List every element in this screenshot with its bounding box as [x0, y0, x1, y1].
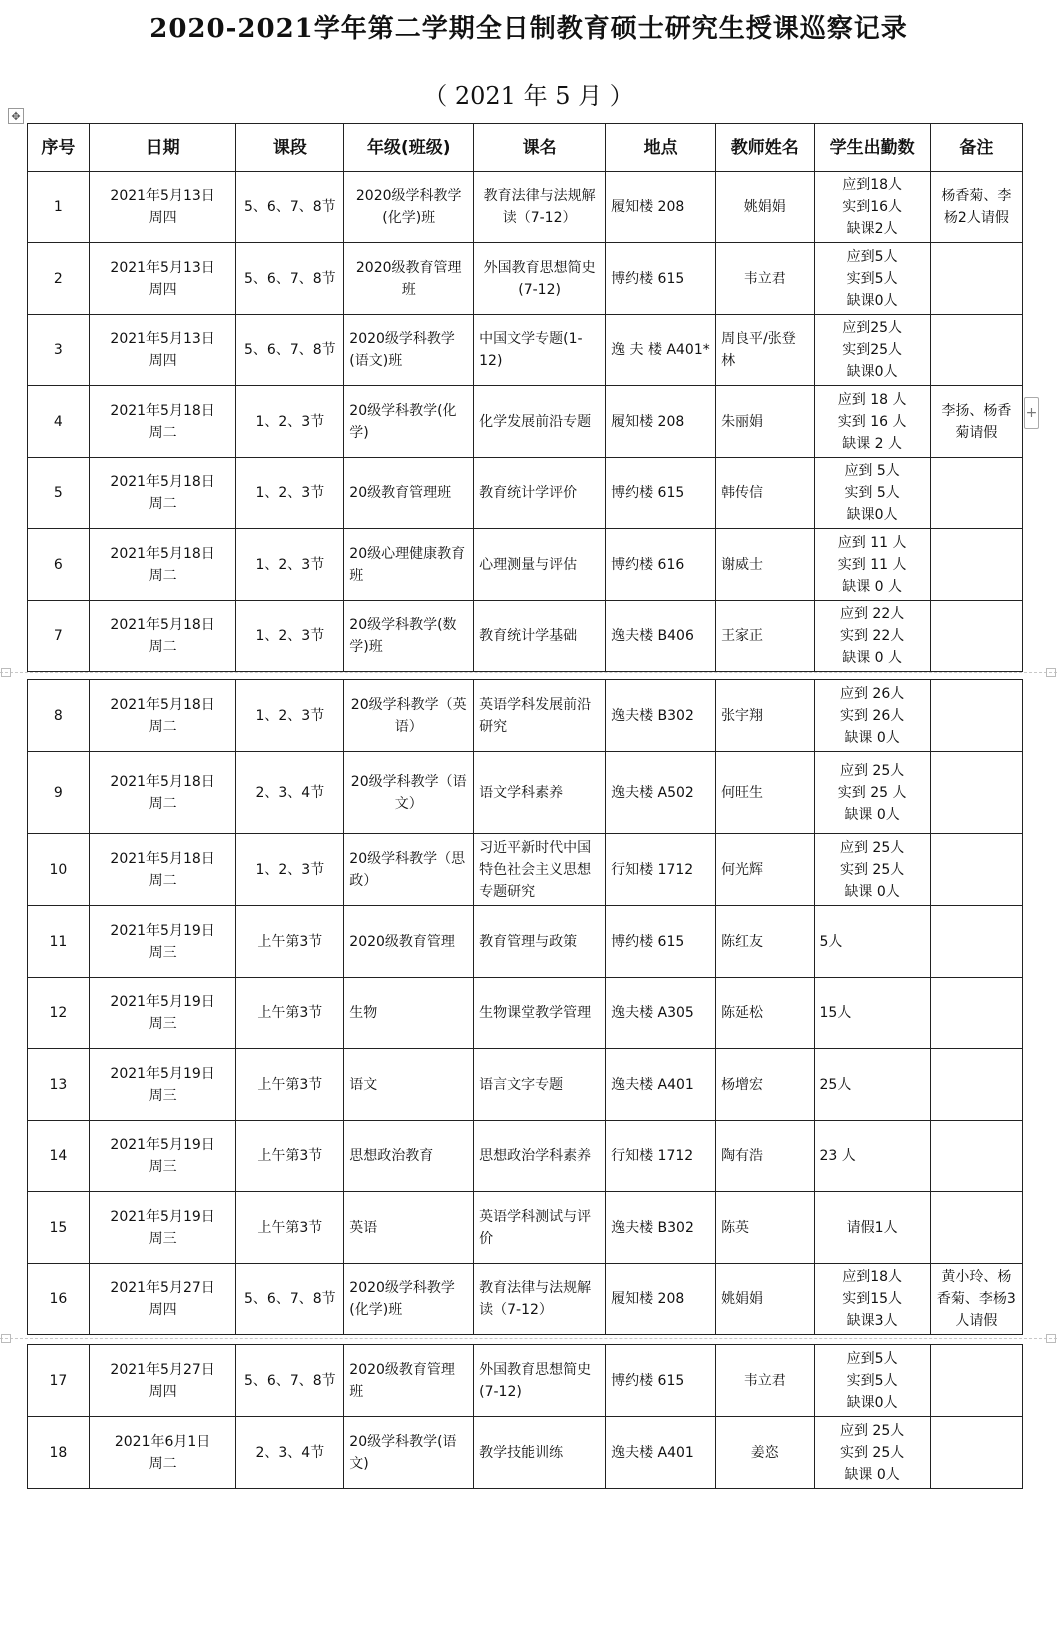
cell-teacher: 陈英 [716, 1192, 814, 1264]
attendance-line: 缺课0人 [846, 364, 898, 380]
date-line: 周二 [148, 872, 177, 889]
date-line: 周三 [148, 1230, 177, 1247]
cell-location: 博约楼 615 [606, 906, 716, 978]
cell-location: 博约楼 615 [606, 458, 716, 529]
inspection-table-page-3 [27, 1344, 1023, 1489]
cell-grade: 语文 [344, 1049, 474, 1121]
cell-period: 1、2、3节 [236, 680, 344, 752]
cell-course: 教学技能训练 [474, 1417, 606, 1489]
cell-period: 5、6、7、8节 [236, 243, 344, 315]
cell-teacher: 杨增宏 [716, 1049, 814, 1121]
cell-date [89, 752, 236, 834]
cell-date [89, 1121, 236, 1192]
cell-attendance [814, 386, 930, 458]
attendance-line: 实到 11 人 [837, 556, 907, 573]
cell-location: 逸夫楼 B302 [606, 1192, 716, 1264]
cell-period: 1、2、3节 [236, 458, 344, 529]
cell-grade: 20级心理健康教育班 [344, 529, 474, 601]
date-line: 周二 [148, 567, 177, 584]
cell-no: 12 [28, 978, 90, 1049]
attendance-line: 应到 22人 [839, 606, 905, 622]
cell-attendance [814, 978, 930, 1049]
header-date: 日期 [89, 124, 236, 172]
cell-no: 16 [28, 1264, 90, 1335]
attendance-line: 应到 11 人 [837, 534, 907, 551]
attendance-line: 请假1人 [846, 1219, 898, 1236]
cell-remark [930, 1192, 1022, 1264]
attendance-line: 25人 [819, 1076, 852, 1093]
table-row [28, 978, 1023, 1049]
attendance-line: 应到 25人 [839, 762, 905, 779]
cell-teacher: 周良平/张登林 [716, 315, 814, 386]
attendance-line: 应到18人 [842, 1269, 903, 1285]
cell-teacher: 韦立君 [716, 243, 814, 315]
cell-teacher: 何旺生 [716, 752, 814, 834]
attendance-line: 应到 25人 [839, 839, 905, 856]
cell-location: 履知楼 208 [606, 386, 716, 458]
cell-location: 逸夫楼 A401 [606, 1417, 716, 1489]
add-icon[interactable]: + [1024, 397, 1039, 429]
cell-location: 行知楼 1712 [606, 834, 716, 906]
cell-no: 11 [28, 906, 90, 978]
cell-date [89, 906, 236, 978]
table-row [28, 834, 1023, 906]
date-line: 周三 [148, 1016, 177, 1032]
cell-attendance [814, 680, 930, 752]
date-line: 2021年5月19日 [110, 994, 215, 1010]
cell-date [89, 1264, 236, 1335]
date-line: 周二 [148, 496, 177, 512]
cell-period: 2、3、4节 [236, 1417, 344, 1489]
date-line: 周二 [148, 639, 177, 655]
cell-attendance [814, 243, 930, 315]
cell-date [89, 458, 236, 529]
cell-attendance [814, 1192, 930, 1264]
cell-period: 1、2、3节 [236, 386, 344, 458]
header-attendance: 学生出勤数 [814, 124, 930, 172]
attendance-line: 应到18人 [842, 177, 903, 193]
cell-no: 10 [28, 834, 90, 906]
cell-remark [930, 243, 1022, 315]
date-line: 2021年5月18日 [110, 617, 215, 633]
cell-location: 逸夫楼 B302 [606, 680, 716, 752]
cell-attendance [814, 458, 930, 529]
cell-course: 中国文学专题(1-12) [474, 315, 606, 386]
date-line: 2021年5月19日 [110, 922, 215, 939]
cell-grade: 20级学科教学（思政） [344, 834, 474, 906]
date-line: 周三 [148, 1087, 177, 1104]
table-header-row [28, 124, 1023, 172]
date-line: 周四 [148, 281, 177, 298]
page-subtitle: （ 2021 年 5 月 ） [423, 82, 634, 110]
date-line: 2021年5月18日 [110, 402, 215, 419]
date-line: 周四 [148, 1302, 177, 1318]
cell-teacher: 姜恣 [716, 1417, 814, 1489]
date-line: 2021年5月13日 [110, 331, 215, 347]
table-row [28, 1049, 1023, 1121]
cell-grade: 思想政治教育 [344, 1121, 474, 1192]
cell-attendance [814, 315, 930, 386]
cell-location: 逸夫楼 A502 [606, 752, 716, 834]
cell-attendance [814, 1049, 930, 1121]
cell-teacher: 谢威士 [716, 529, 814, 601]
header-location: 地点 [606, 124, 716, 172]
cell-location: 博约楼 616 [606, 529, 716, 601]
attendance-line: 实到5人 [846, 1372, 898, 1389]
cell-no: 7 [28, 601, 90, 672]
attendance-line: 应到 5人 [844, 463, 900, 479]
header-teacher: 教师姓名 [716, 124, 814, 172]
header-no: 序号 [28, 124, 90, 172]
cell-teacher: 韦立君 [716, 1345, 814, 1417]
cell-remark [930, 1417, 1022, 1489]
cell-course: 教育统计学基础 [474, 601, 606, 672]
cell-date [89, 978, 236, 1049]
inspection-table-page-1 [27, 123, 1023, 672]
table-row [28, 243, 1023, 315]
cell-no: 17 [28, 1345, 90, 1417]
cell-teacher: 何光辉 [716, 834, 814, 906]
cell-date [89, 680, 236, 752]
table-row [28, 1192, 1023, 1264]
cell-course: 英语学科发展前沿研究 [474, 680, 606, 752]
attendance-line: 5人 [819, 933, 843, 950]
cell-course: 教育法律与法规解读（7-12） [474, 1264, 606, 1335]
date-line: 周三 [148, 1159, 177, 1175]
attendance-line: 实到 25人 [839, 861, 905, 878]
cell-attendance [814, 1345, 930, 1417]
cell-period: 1、2、3节 [236, 529, 344, 601]
cell-no: 1 [28, 172, 90, 243]
date-line: 周四 [148, 1383, 177, 1400]
cell-period: 5、6、7、8节 [236, 172, 344, 243]
cell-teacher: 陶有浩 [716, 1121, 814, 1192]
date-line: 周四 [148, 210, 177, 226]
cell-grade: 2020级教育管理班 [344, 1345, 474, 1417]
date-line: 周二 [148, 718, 177, 735]
cell-location: 博约楼 615 [606, 1345, 716, 1417]
cell-location: 逸夫楼 A401 [606, 1049, 716, 1121]
cell-remark [930, 601, 1022, 672]
page-title: 2020-2021学年第二学期全日制教育硕士研究生授课巡察记录 [149, 14, 908, 44]
date-line: 周三 [148, 944, 177, 961]
cell-remark [930, 1049, 1022, 1121]
date-line: 周二 [148, 424, 177, 441]
cell-course: 英语学科测试与评价 [474, 1192, 606, 1264]
cell-grade: 2020级学科教学(化学)班 [344, 172, 474, 243]
attendance-line: 实到15人 [842, 1291, 903, 1307]
cell-no: 2 [28, 243, 90, 315]
attendance-line: 应到 18 人 [837, 391, 907, 408]
cell-grade: 生物 [344, 978, 474, 1049]
date-line: 2021年5月27日 [110, 1361, 215, 1378]
cell-no: 5 [28, 458, 90, 529]
cell-period: 1、2、3节 [236, 834, 344, 906]
table-row [28, 906, 1023, 978]
cell-course: 习近平新时代中国特色社会主义思想专题研究 [474, 834, 606, 906]
attendance-line: 实到 25 人 [837, 784, 907, 801]
date-line: 周四 [148, 353, 177, 369]
cell-date [89, 1417, 236, 1489]
page-break [0, 1338, 1057, 1339]
cell-location: 逸 夫 楼 A401* [606, 315, 716, 386]
cell-course: 化学发展前沿专题 [474, 386, 606, 458]
cell-attendance [814, 601, 930, 672]
table-row [28, 601, 1023, 672]
cell-teacher: 姚娟娟 [716, 172, 814, 243]
cell-grade: 20级学科教学(化学) [344, 386, 474, 458]
cell-period: 上午第3节 [236, 1192, 344, 1264]
date-line: 2021年5月18日 [110, 773, 215, 790]
cell-remark [930, 315, 1022, 386]
cell-course: 外国教育思想简史(7-12) [474, 1345, 606, 1417]
cell-remark: 黄小玲、杨香菊、李杨3人请假 [930, 1264, 1022, 1335]
cell-grade: 2020级教育管理班 [344, 243, 474, 315]
cell-grade: 2020级学科教学(化学)班 [344, 1264, 474, 1335]
date-line: 2021年5月18日 [110, 850, 215, 867]
cell-remark [930, 1345, 1022, 1417]
date-line: 2021年5月19日 [110, 1065, 215, 1082]
cell-date [89, 529, 236, 601]
cell-course: 语文学科素养 [474, 752, 606, 834]
cell-remark [930, 978, 1022, 1049]
cell-remark [930, 906, 1022, 978]
attendance-line: 实到 22人 [839, 628, 905, 644]
date-line: 2021年5月18日 [110, 474, 215, 490]
header-grade: 年级(班级) [344, 124, 474, 172]
cell-course: 教育法律与法规解读（7-12） [474, 172, 606, 243]
attendance-line: 实到25人 [842, 342, 903, 358]
attendance-line: 缺课 2 人 [842, 435, 903, 452]
cell-course: 语言文字专题 [474, 1049, 606, 1121]
cell-location: 逸夫楼 B406 [606, 601, 716, 672]
table-row [28, 680, 1023, 752]
page-break [0, 672, 1057, 673]
cell-date [89, 1049, 236, 1121]
cell-attendance [814, 834, 930, 906]
cell-date [89, 834, 236, 906]
attendance-line: 缺课2人 [846, 221, 898, 237]
cell-course: 教育统计学评价 [474, 458, 606, 529]
cell-teacher: 姚娟娟 [716, 1264, 814, 1335]
date-line: 2021年5月19日 [110, 1208, 215, 1225]
cell-date [89, 1345, 236, 1417]
cell-period: 5、6、7、8节 [236, 1264, 344, 1335]
cell-location: 逸夫楼 A305 [606, 978, 716, 1049]
cell-remark [930, 834, 1022, 906]
cell-no: 3 [28, 315, 90, 386]
cell-period: 上午第3节 [236, 1121, 344, 1192]
cell-grade: 20级学科教学(语文) [344, 1417, 474, 1489]
attendance-line: 缺课0人 [846, 292, 898, 309]
cell-location: 行知楼 1712 [606, 1121, 716, 1192]
cell-teacher: 陈延松 [716, 978, 814, 1049]
cell-teacher: 王家正 [716, 601, 814, 672]
attendance-line: 实到 25人 [839, 1444, 905, 1461]
attendance-line: 实到5人 [846, 270, 898, 287]
cell-attendance [814, 1264, 930, 1335]
attendance-line: 15人 [819, 1005, 852, 1021]
attendance-line: 实到 5人 [844, 485, 900, 501]
cell-no: 18 [28, 1417, 90, 1489]
cell-no: 4 [28, 386, 90, 458]
cell-course: 生物课堂教学管理 [474, 978, 606, 1049]
table-row [28, 1264, 1023, 1335]
attendance-line: 23 人 [819, 1148, 856, 1164]
table-row [28, 529, 1023, 601]
attendance-line: 缺课 0人 [844, 1466, 900, 1483]
cell-grade: 2020级学科教学(语文)班 [344, 315, 474, 386]
date-line: 2021年6月1日 [114, 1433, 211, 1450]
cell-period: 5、6、7、8节 [236, 315, 344, 386]
date-line: 2021年5月27日 [110, 1280, 215, 1296]
cell-remark [930, 752, 1022, 834]
table-row [28, 1345, 1023, 1417]
attendance-line: 缺课0人 [846, 507, 898, 523]
inspection-table-page-2 [27, 679, 1023, 1335]
cell-grade: 20级学科教学(数学)班 [344, 601, 474, 672]
table-row [28, 1417, 1023, 1489]
attendance-line: 应到5人 [846, 1350, 898, 1367]
cell-attendance [814, 906, 930, 978]
cell-grade: 20级学科教学（语文） [344, 752, 474, 834]
cell-location: 履知楼 208 [606, 172, 716, 243]
header-period: 课段 [236, 124, 344, 172]
cell-date [89, 243, 236, 315]
cell-no: 13 [28, 1049, 90, 1121]
attendance-line: 缺课 0人 [844, 883, 900, 900]
cell-no: 14 [28, 1121, 90, 1192]
cell-course: 教育管理与政策 [474, 906, 606, 978]
cell-period: 2、3、4节 [236, 752, 344, 834]
attendance-line: 缺课 0人 [844, 806, 900, 823]
cell-period: 1、2、3节 [236, 601, 344, 672]
date-line: 2021年5月18日 [110, 696, 215, 713]
attendance-line: 实到 26人 [839, 707, 905, 724]
attendance-line: 实到16人 [842, 199, 903, 215]
cell-period: 上午第3节 [236, 1049, 344, 1121]
table-row [28, 315, 1023, 386]
cell-teacher: 韩传信 [716, 458, 814, 529]
header-course: 课名 [474, 124, 606, 172]
cell-course: 心理测量与评估 [474, 529, 606, 601]
cell-grade: 英语 [344, 1192, 474, 1264]
cell-grade: 2020级教育管理 [344, 906, 474, 978]
cell-remark [930, 529, 1022, 601]
cell-course: 外国教育思想简史(7-12) [474, 243, 606, 315]
date-line: 周二 [148, 1455, 177, 1472]
table-row [28, 1121, 1023, 1192]
header-remark: 备注 [930, 124, 1022, 172]
cell-teacher: 张宇翔 [716, 680, 814, 752]
cell-period: 5、6、7、8节 [236, 1345, 344, 1417]
cell-no: 6 [28, 529, 90, 601]
cell-attendance [814, 1417, 930, 1489]
date-line: 2021年5月18日 [110, 545, 215, 562]
date-line: 周二 [148, 795, 177, 812]
date-line: 2021年5月13日 [110, 259, 215, 276]
cell-remark [930, 458, 1022, 529]
attendance-line: 应到5人 [846, 248, 898, 265]
move-icon[interactable]: ✥ [8, 108, 24, 124]
cell-attendance [814, 1121, 930, 1192]
attendance-line: 缺课 0 人 [842, 578, 903, 595]
cell-date [89, 315, 236, 386]
cell-location: 履知楼 208 [606, 1264, 716, 1335]
cell-date [89, 601, 236, 672]
attendance-line: 应到 25人 [839, 1422, 905, 1439]
attendance-line: 应到25人 [842, 320, 903, 336]
cell-no: 8 [28, 680, 90, 752]
cell-no: 9 [28, 752, 90, 834]
cell-course: 思想政治学科素养 [474, 1121, 606, 1192]
cell-no: 15 [28, 1192, 90, 1264]
table-row [28, 386, 1023, 458]
cell-attendance [814, 172, 930, 243]
cell-date [89, 172, 236, 243]
cell-remark: 李扬、杨香菊请假 [930, 386, 1022, 458]
date-line: 2021年5月13日 [110, 188, 215, 204]
cell-teacher: 朱丽娟 [716, 386, 814, 458]
table-row [28, 172, 1023, 243]
attendance-line: 应到 26人 [839, 685, 905, 702]
cell-attendance [814, 529, 930, 601]
attendance-line: 缺课 0 人 [842, 650, 903, 666]
cell-grade: 20级教育管理班 [344, 458, 474, 529]
cell-remark [930, 680, 1022, 752]
cell-remark: 杨香菊、李杨2人请假 [930, 172, 1022, 243]
table-row [28, 752, 1023, 834]
attendance-line: 缺课0人 [846, 1394, 898, 1411]
cell-teacher: 陈红友 [716, 906, 814, 978]
cell-date [89, 386, 236, 458]
cell-date [89, 1192, 236, 1264]
cell-period: 上午第3节 [236, 906, 344, 978]
cell-remark [930, 1121, 1022, 1192]
table-row [28, 458, 1023, 529]
cell-period: 上午第3节 [236, 978, 344, 1049]
cell-grade: 20级学科教学（英语） [344, 680, 474, 752]
attendance-line: 缺课3人 [846, 1313, 898, 1329]
attendance-line: 实到 16 人 [837, 413, 907, 430]
cell-location: 博约楼 615 [606, 243, 716, 315]
date-line: 2021年5月19日 [110, 1137, 215, 1153]
attendance-line: 缺课 0人 [844, 729, 900, 746]
cell-attendance [814, 752, 930, 834]
